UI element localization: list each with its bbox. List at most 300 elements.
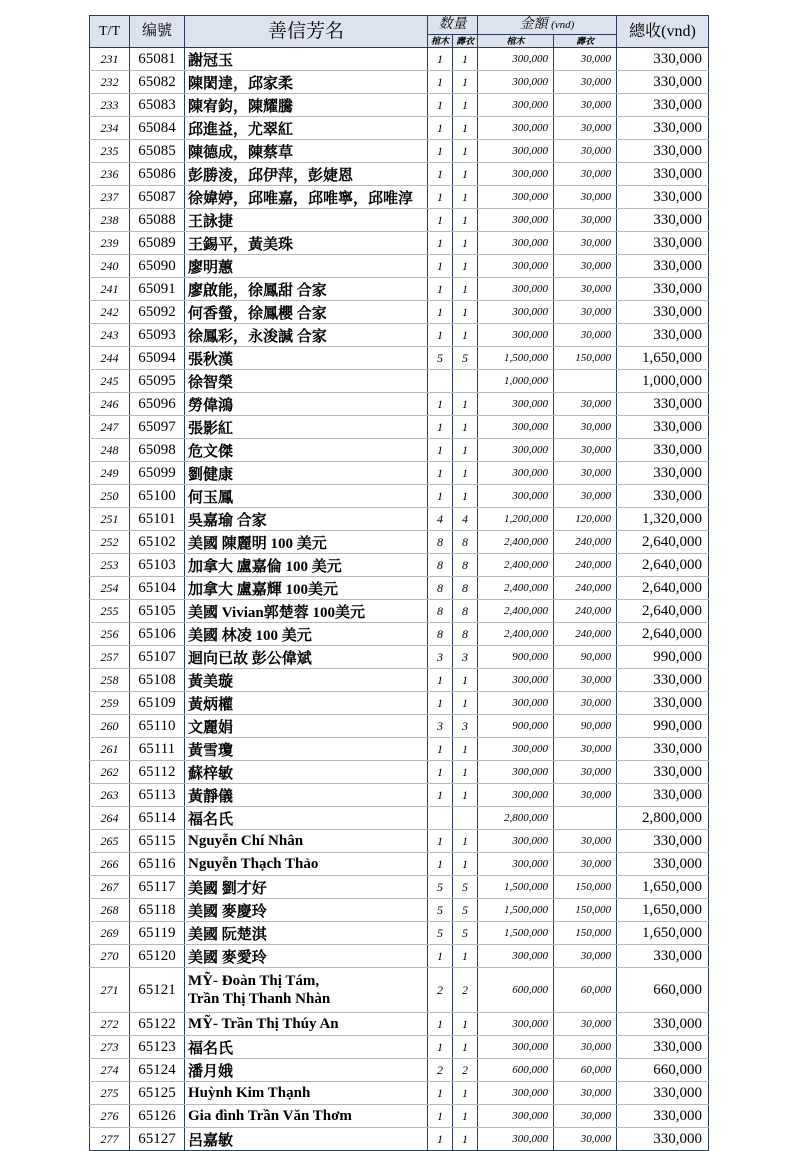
cell-qty-shroud: 1 [453,416,478,439]
cell-name: 福名氏 [185,807,428,830]
cell-code: 65122 [130,1013,185,1036]
cell-qty-coffin: 1 [428,1036,453,1059]
table-row [90,163,709,186]
cell-amount-coffin: 300,000 [478,324,554,347]
cell-amount-shroud: 240,000 [554,623,617,646]
cell-amount-shroud: 30,000 [554,301,617,324]
cell-amount-shroud: 240,000 [554,531,617,554]
cell-amount-shroud: 30,000 [554,1105,617,1128]
cell-name: 王錫平，黃美珠 [185,232,428,255]
cell-code: 65109 [130,692,185,715]
table-row [90,140,709,163]
cell-qty-coffin: 8 [428,577,453,600]
cell-amount-shroud: 30,000 [554,232,617,255]
cell-name: 潘月娥 [185,1059,428,1082]
cell-total: 990,000 [617,646,709,669]
cell-qty-shroud: 1 [453,301,478,324]
cell-total: 1,650,000 [617,347,709,370]
cell-amount-shroud: 30,000 [554,209,617,232]
cell-total: 330,000 [617,761,709,784]
cell-total: 330,000 [617,462,709,485]
cell-code: 65127 [130,1128,185,1151]
cell-tt: 247 [90,416,130,439]
cell-tt: 243 [90,324,130,347]
cell-qty-coffin: 1 [428,1013,453,1036]
cell-qty-shroud: 1 [453,485,478,508]
cell-total: 330,000 [617,278,709,301]
header-qty-shroud: 壽衣 [453,35,478,48]
table-row [90,186,709,209]
cell-total: 1,650,000 [617,876,709,899]
cell-name: 陳閎達，邱家柔 [185,71,428,94]
cell-amount-shroud: 30,000 [554,462,617,485]
cell-amount-coffin: 300,000 [478,462,554,485]
cell-qty-shroud: 1 [453,945,478,968]
table-row [90,232,709,255]
cell-amount-shroud: 30,000 [554,94,617,117]
cell-name: 吳嘉瑜 合家 [185,508,428,531]
cell-code: 65121 [130,968,185,1013]
cell-tt: 270 [90,945,130,968]
cell-qty-coffin: 2 [428,1059,453,1082]
cell-tt: 239 [90,232,130,255]
cell-amount-shroud: 30,000 [554,48,617,71]
cell-qty-shroud: 1 [453,163,478,186]
cell-name: Huỳnh Kim Thạnh [185,1082,428,1105]
table-row [90,278,709,301]
cell-tt: 249 [90,462,130,485]
cell-amount-shroud: 30,000 [554,439,617,462]
table-row [90,968,709,1013]
table-row [90,462,709,485]
cell-tt: 276 [90,1105,130,1128]
cell-qty-shroud: 8 [453,531,478,554]
cell-amount-shroud: 30,000 [554,1013,617,1036]
cell-qty-shroud: 1 [453,784,478,807]
cell-qty-coffin: 1 [428,1082,453,1105]
cell-name: 謝冠玉 [185,48,428,71]
cell-amount-shroud: 30,000 [554,761,617,784]
cell-amount-shroud: 90,000 [554,715,617,738]
cell-qty-coffin: 1 [428,439,453,462]
cell-tt: 261 [90,738,130,761]
header-amount-shroud: 壽衣 [554,35,617,48]
table-row [90,646,709,669]
cell-name: 廖啟能，徐鳳甜 合家 [185,278,428,301]
table-row [90,347,709,370]
cell-qty-shroud: 1 [453,669,478,692]
cell-amount-shroud: 30,000 [554,945,617,968]
cell-qty-shroud: 5 [453,876,478,899]
cell-name: Nguyễn Thạch Thảo [185,853,428,876]
cell-tt: 262 [90,761,130,784]
cell-amount-coffin: 300,000 [478,738,554,761]
cell-amount-shroud: 150,000 [554,876,617,899]
cell-total: 330,000 [617,945,709,968]
cell-name: 福名氏 [185,1036,428,1059]
cell-code: 65086 [130,163,185,186]
header-name: 善信芳名 [185,16,428,48]
cell-tt: 253 [90,554,130,577]
table-row [90,738,709,761]
table-row [90,324,709,347]
cell-total: 330,000 [617,186,709,209]
cell-qty-coffin: 3 [428,715,453,738]
cell-name: 勞偉鴻 [185,393,428,416]
cell-tt: 252 [90,531,130,554]
cell-amount-shroud: 240,000 [554,600,617,623]
cell-amount-shroud: 30,000 [554,416,617,439]
cell-code: 65089 [130,232,185,255]
cell-tt: 257 [90,646,130,669]
table-row [90,807,709,830]
cell-amount-coffin: 300,000 [478,1036,554,1059]
cell-total: 2,640,000 [617,577,709,600]
cell-qty-coffin: 1 [428,117,453,140]
cell-name: 美國 Vivian郭楚蓉 100美元 [185,600,428,623]
cell-qty-shroud: 2 [453,1059,478,1082]
cell-qty-shroud: 1 [453,94,478,117]
cell-total: 330,000 [617,209,709,232]
cell-qty-shroud: 1 [453,830,478,853]
cell-qty-coffin: 1 [428,485,453,508]
cell-total: 330,000 [617,669,709,692]
cell-code: 65084 [130,117,185,140]
header-amount-group-label: 金額 [519,17,548,32]
cell-code: 65118 [130,899,185,922]
cell-amount-coffin: 300,000 [478,117,554,140]
cell-amount-coffin: 300,000 [478,1105,554,1128]
cell-amount-coffin: 900,000 [478,646,554,669]
cell-qty-shroud: 5 [453,922,478,945]
cell-qty-shroud: 1 [453,761,478,784]
cell-tt: 264 [90,807,130,830]
header-code: 编號 [130,16,185,48]
table-row [90,94,709,117]
cell-qty-coffin: 1 [428,784,453,807]
cell-qty-shroud: 5 [453,899,478,922]
cell-qty-shroud: 1 [453,1013,478,1036]
cell-qty-coffin: 1 [428,945,453,968]
cell-qty-coffin: 4 [428,508,453,531]
cell-total: 1,650,000 [617,922,709,945]
cell-code: 65085 [130,140,185,163]
cell-total: 330,000 [617,324,709,347]
cell-code: 65103 [130,554,185,577]
cell-name: 美國 阮楚淇 [185,922,428,945]
cell-qty-coffin: 3 [428,646,453,669]
table-row [90,853,709,876]
table-row [90,1128,709,1151]
cell-amount-coffin: 300,000 [478,853,554,876]
cell-amount-coffin: 1,000,000 [478,370,554,393]
cell-qty-shroud: 1 [453,324,478,347]
cell-amount-coffin: 2,400,000 [478,623,554,646]
cell-qty-shroud: 8 [453,554,478,577]
cell-name: 何玉鳳 [185,485,428,508]
cell-amount-shroud: 30,000 [554,278,617,301]
cell-total: 330,000 [617,439,709,462]
table-row [90,554,709,577]
table-row [90,117,709,140]
cell-qty-coffin: 1 [428,71,453,94]
cell-qty-shroud: 1 [453,255,478,278]
cell-amount-shroud: 30,000 [554,830,617,853]
cell-amount-coffin: 300,000 [478,140,554,163]
cell-total: 330,000 [617,163,709,186]
cell-code: 65112 [130,761,185,784]
cell-tt: 277 [90,1128,130,1151]
cell-tt: 231 [90,48,130,71]
table-row [90,922,709,945]
cell-total: 2,800,000 [617,807,709,830]
cell-qty-shroud: 1 [453,278,478,301]
cell-tt: 246 [90,393,130,416]
cell-total: 330,000 [617,1105,709,1128]
table-row [90,508,709,531]
cell-tt: 256 [90,623,130,646]
cell-amount-coffin: 300,000 [478,71,554,94]
cell-qty-coffin: 1 [428,301,453,324]
cell-qty-shroud: 3 [453,715,478,738]
cell-qty-coffin: 1 [428,1105,453,1128]
cell-amount-coffin: 300,000 [478,439,554,462]
cell-name: 廖明蕙 [185,255,428,278]
cell-name-line1: MỸ- Đoàn Thị Tám, [188,972,320,989]
cell-tt: 254 [90,577,130,600]
cell-total: 2,640,000 [617,531,709,554]
cell-code: 65107 [130,646,185,669]
cell-tt: 275 [90,1082,130,1105]
cell-code: 65111 [130,738,185,761]
cell-code: 65124 [130,1059,185,1082]
cell-tt: 248 [90,439,130,462]
cell-qty-coffin: 5 [428,347,453,370]
cell-name [185,968,428,1013]
cell-amount-shroud: 30,000 [554,1128,617,1151]
cell-tt: 255 [90,600,130,623]
cell-qty-coffin: 1 [428,393,453,416]
cell-amount-shroud: 30,000 [554,1036,617,1059]
cell-amount-coffin: 300,000 [478,692,554,715]
cell-total: 990,000 [617,715,709,738]
cell-code: 65116 [130,853,185,876]
cell-qty-shroud: 1 [453,393,478,416]
cell-tt: 233 [90,94,130,117]
cell-qty-shroud: 1 [453,1036,478,1059]
cell-code: 65081 [130,48,185,71]
cell-code: 65104 [130,577,185,600]
cell-code: 65106 [130,623,185,646]
cell-tt: 241 [90,278,130,301]
cell-tt: 267 [90,876,130,899]
table-row [90,1059,709,1082]
cell-name: 美國 麥慶玲 [185,899,428,922]
cell-code: 65125 [130,1082,185,1105]
table-row [90,1105,709,1128]
cell-amount-shroud: 240,000 [554,577,617,600]
cell-qty-shroud: 1 [453,692,478,715]
cell-amount-shroud: 150,000 [554,899,617,922]
cell-name: 文麗娟 [185,715,428,738]
cell-tt: 251 [90,508,130,531]
cell-total: 330,000 [617,301,709,324]
table-row [90,71,709,94]
cell-amount-coffin: 300,000 [478,945,554,968]
cell-qty-shroud: 1 [453,853,478,876]
cell-total: 330,000 [617,1128,709,1151]
table-row [90,899,709,922]
cell-name: 美國 麥愛玲 [185,945,428,968]
cell-name: 徐媁婷，邱唯嘉，邱唯寧，邱唯淳 [185,186,428,209]
cell-tt: 240 [90,255,130,278]
donation-ledger-table [89,15,709,1151]
cell-code: 65108 [130,669,185,692]
cell-qty-shroud: 4 [453,508,478,531]
cell-name: 陳德成，陳蔡草 [185,140,428,163]
cell-qty-coffin: 1 [428,853,453,876]
cell-name: 劉健康 [185,462,428,485]
cell-qty-shroud: 1 [453,1128,478,1151]
cell-amount-coffin: 2,400,000 [478,554,554,577]
cell-amount-shroud: 30,000 [554,853,617,876]
cell-amount-coffin: 300,000 [478,48,554,71]
cell-amount-coffin: 300,000 [478,1082,554,1105]
cell-qty-coffin: 1 [428,232,453,255]
cell-tt: 242 [90,301,130,324]
table-row [90,531,709,554]
cell-amount-coffin: 300,000 [478,255,554,278]
cell-code: 65120 [130,945,185,968]
cell-total: 330,000 [617,232,709,255]
cell-qty-shroud: 1 [453,48,478,71]
cell-amount-coffin: 300,000 [478,301,554,324]
cell-amount-coffin: 300,000 [478,1013,554,1036]
table-row [90,370,709,393]
cell-total: 660,000 [617,1059,709,1082]
cell-name: MỸ- Trần Thị Thúy An [185,1013,428,1036]
cell-amount-shroud: 30,000 [554,324,617,347]
cell-qty-coffin: 5 [428,876,453,899]
cell-code: 65114 [130,807,185,830]
cell-name: 黃美璇 [185,669,428,692]
table-row [90,692,709,715]
cell-qty-coffin: 1 [428,163,453,186]
cell-amount-shroud: 30,000 [554,140,617,163]
cell-code: 65102 [130,531,185,554]
cell-tt: 260 [90,715,130,738]
cell-tt: 263 [90,784,130,807]
cell-qty-coffin: 1 [428,462,453,485]
cell-qty-coffin [428,370,453,393]
cell-total: 330,000 [617,485,709,508]
cell-qty-shroud [453,370,478,393]
cell-total: 330,000 [617,738,709,761]
table-row [90,209,709,232]
cell-name: 彭勝淩，邱伊萍，彭婕恩 [185,163,428,186]
cell-total: 330,000 [617,140,709,163]
cell-amount-shroud: 30,000 [554,71,617,94]
cell-tt: 232 [90,71,130,94]
cell-amount-coffin: 300,000 [478,163,554,186]
header-total: 總收(vnd) [617,16,709,48]
table-row [90,416,709,439]
cell-code: 65100 [130,485,185,508]
cell-total: 330,000 [617,1082,709,1105]
cell-tt: 235 [90,140,130,163]
table-row [90,301,709,324]
cell-total: 330,000 [617,117,709,140]
cell-amount-coffin: 1,500,000 [478,899,554,922]
cell-code: 65101 [130,508,185,531]
table-row [90,715,709,738]
cell-qty-coffin: 1 [428,738,453,761]
cell-amount-coffin: 300,000 [478,232,554,255]
cell-qty-shroud: 5 [453,347,478,370]
cell-code: 65115 [130,830,185,853]
cell-amount-coffin: 300,000 [478,669,554,692]
cell-amount-coffin: 1,500,000 [478,922,554,945]
cell-qty-coffin: 1 [428,1128,453,1151]
table-row [90,623,709,646]
cell-amount-coffin: 300,000 [478,393,554,416]
cell-total: 2,640,000 [617,600,709,623]
cell-code: 65095 [130,370,185,393]
cell-qty-coffin: 8 [428,554,453,577]
cell-total: 330,000 [617,1013,709,1036]
cell-qty-coffin: 1 [428,692,453,715]
cell-qty-shroud: 8 [453,623,478,646]
cell-amount-shroud: 30,000 [554,738,617,761]
cell-code: 65083 [130,94,185,117]
cell-qty-coffin: 1 [428,94,453,117]
cell-name: 美國 劉才好 [185,876,428,899]
cell-name: 呂嘉敏 [185,1128,428,1151]
cell-amount-shroud: 30,000 [554,485,617,508]
cell-amount-coffin: 300,000 [478,830,554,853]
cell-name: 蘇梓敏 [185,761,428,784]
cell-tt: 250 [90,485,130,508]
cell-name: 美國 林凌 100 美元 [185,623,428,646]
cell-qty-shroud: 8 [453,577,478,600]
table-row [90,784,709,807]
cell-amount-shroud: 60,000 [554,1059,617,1082]
cell-name: 危文傑 [185,439,428,462]
cell-total: 330,000 [617,71,709,94]
cell-code: 65092 [130,301,185,324]
cell-amount-coffin: 2,800,000 [478,807,554,830]
cell-qty-shroud: 1 [453,140,478,163]
cell-name: 加拿大 盧嘉輝 100美元 [185,577,428,600]
cell-total: 330,000 [617,94,709,117]
cell-amount-shroud: 60,000 [554,968,617,1013]
cell-total: 330,000 [617,393,709,416]
cell-amount-coffin: 600,000 [478,968,554,1013]
cell-amount-shroud: 30,000 [554,669,617,692]
cell-total: 660,000 [617,968,709,1013]
cell-amount-shroud: 30,000 [554,692,617,715]
table-row [90,485,709,508]
cell-name: 黃炳權 [185,692,428,715]
cell-qty-coffin: 1 [428,140,453,163]
cell-qty-shroud: 8 [453,600,478,623]
header-tt: T/T [90,16,130,48]
cell-code: 65090 [130,255,185,278]
cell-code: 65113 [130,784,185,807]
table-row [90,439,709,462]
cell-amount-coffin: 300,000 [478,278,554,301]
cell-qty-coffin: 5 [428,899,453,922]
